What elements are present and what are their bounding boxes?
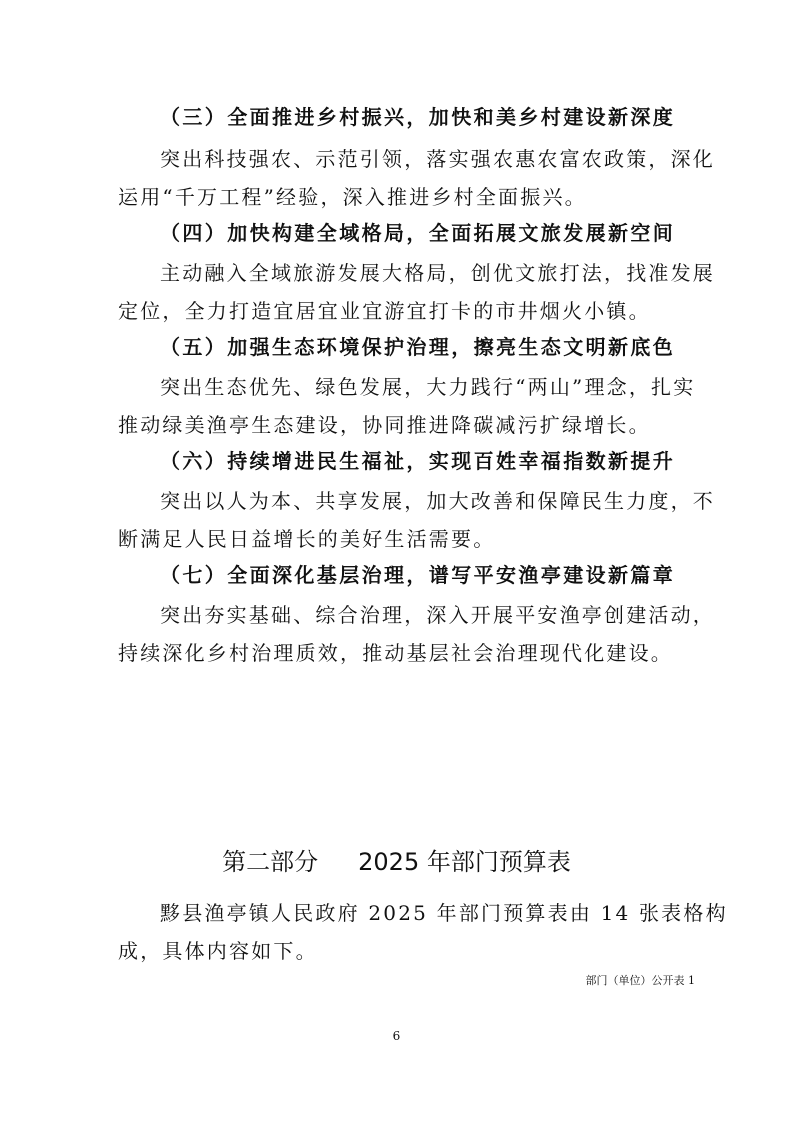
intro-line: 黟县渔亭镇人民政府 2025 年部门预算表由 14 张表格构 [160, 901, 728, 925]
section-heading: （六）持续增进民生福祉，实现百姓幸福指数新提升 [160, 449, 676, 473]
paragraph-line: 突出科技强农、示范引领，落实强农惠农富农政策，深化 [160, 147, 715, 171]
part-title [0, 846, 793, 878]
paragraph-line: 主动融入全域旅游发展大格局，创优文旅打法，找准发展 [160, 261, 715, 285]
paragraph-line: 突出生态优先、绿色发展，大力践行“两山”理念，扎实 [160, 375, 696, 399]
table-label: 部门（单位）公开表 1 [585, 974, 695, 987]
section-heading: （七）全面深化基层治理，谱写平安渔亭建设新篇章 [160, 563, 676, 587]
paragraph-line: 定位，全力打造宜居宜业宜游宜打卡的市井烟火小镇。 [118, 299, 651, 323]
part-label: 第二部分 [222, 848, 319, 876]
section-heading: （四）加快构建全域格局，全面拓展文旅发展新空间 [160, 221, 676, 245]
paragraph-line: 持续深化乡村治理质效，推动基层社会治理现代化建设。 [118, 641, 673, 665]
paragraph-line: 运用“千万工程”经验，深入推进乡村全面振兴。 [118, 185, 587, 209]
paragraph-line: 突出夯实基础、综合治理，深入开展平安渔亭创建活动， [160, 603, 715, 627]
section-heading: （五）加强生态环境保护治理，擦亮生态文明新底色 [160, 335, 676, 359]
paragraph-line: 推动绿美渔亭生态建设，协同推进降碳减污扩绿增长。 [118, 413, 651, 437]
paragraph-line: 断满足人民日益增长的美好生活需要。 [118, 527, 496, 551]
paragraph-line: 突出以人为本、共享发展，加大改善和保障民生力度，不 [160, 489, 715, 513]
page-number: 6 [392, 1029, 401, 1043]
section-heading: （三）全面推进乡村振兴，加快和美乡村建设新深度 [160, 105, 676, 129]
intro-line: 成，具体内容如下。 [118, 939, 318, 963]
part-heading: 2025 年部门预算表 [358, 848, 571, 876]
